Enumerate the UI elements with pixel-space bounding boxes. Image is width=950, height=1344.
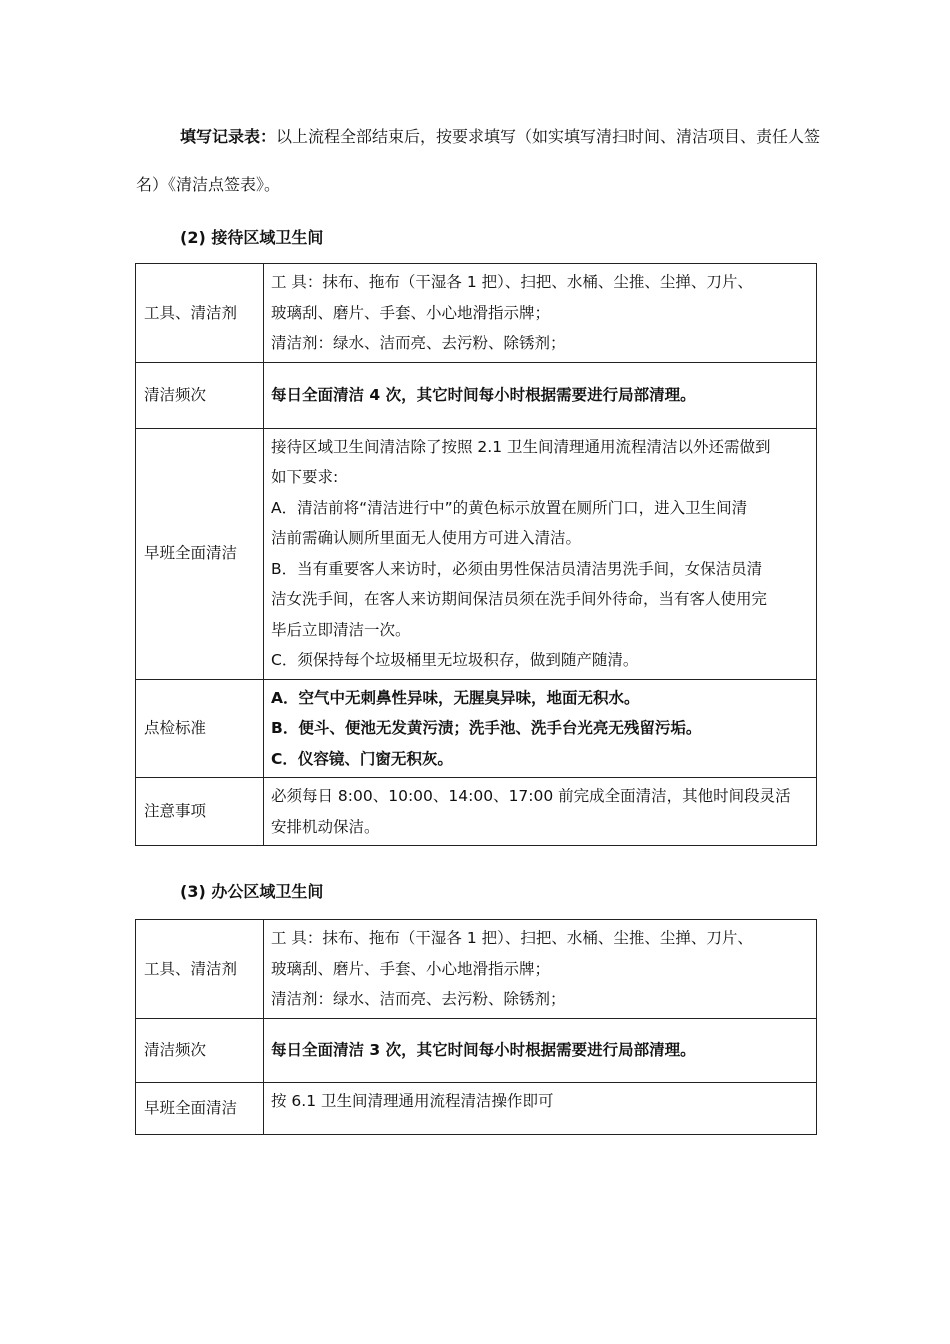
row-content	[264, 778, 817, 846]
row-content	[264, 920, 817, 1019]
content-line: 洁前需确认厕所里面无人使用方可进入清洁。	[271, 529, 582, 547]
row-content: 每日全面清洁 3 次，其它时间每小时根据需要进行局部清理。	[264, 1018, 817, 1082]
table-row	[136, 920, 817, 1019]
table-row	[136, 428, 817, 679]
content-line: 清洁剂：绿水、洁而亮、去污粉、除锈剂；	[271, 334, 566, 352]
row-label: 注意事项	[136, 778, 264, 846]
row-label: 早班全面清洁	[136, 428, 264, 679]
content-line: B．当有重要客人来访时，必须由男性保洁员清洁男洗手间，女保洁员清	[271, 559, 763, 578]
section-3-heading: (3) 办公区域卫生间	[180, 882, 324, 901]
content-line: A．清洁前将“清洁进行中”的黄色标示放置在厕所门口，进入卫生间清	[271, 498, 748, 517]
content-line: B．便斗、便池无发黄污渍；洗手池、洗手台光亮无残留污垢。	[271, 719, 702, 737]
row-label: 早班全面清洁	[136, 1082, 264, 1134]
section-2-heading: (2) 接待区域卫生间	[180, 228, 324, 247]
table-row	[136, 264, 817, 363]
content-line: A．空气中无刺鼻性异味，无腥臭异味，地面无积水。	[271, 688, 640, 707]
row-content: 按 6.1 卫生间清理通用流程清洁操作即可	[264, 1082, 817, 1134]
intro-text: 以上流程全部结束后，按要求填写（如实填写清扫时间、清洁项目、责任人签名）《清洁点签表》。	[136, 127, 821, 194]
row-content	[264, 679, 817, 778]
content-line: 安排机动保洁。	[271, 817, 380, 836]
row-content: 每日全面清洁 4 次，其它时间每小时根据需要进行局部清理。	[264, 362, 817, 428]
row-content	[264, 264, 817, 363]
section-3-table	[135, 919, 817, 1135]
content-line: 毕后立即清洁一次。	[271, 620, 411, 639]
table-row	[136, 362, 817, 428]
row-label: 工具、清洁剂	[136, 264, 264, 363]
content-line: 必须每日 8:00、10:00、14:00、17:00 前完成全面清洁，其他时间段灵活	[271, 787, 791, 805]
content-line: 工 具：抹布、拖布（干湿各 1 把）、扫把、水桶、尘推、尘掸、刀片、	[271, 273, 753, 291]
row-label: 工具、清洁剂	[136, 920, 264, 1019]
content-line: 玻璃刮、磨片、手套、小心地滑指示牌；	[271, 959, 551, 978]
table-row	[136, 778, 817, 846]
row-label: 点检标准	[136, 679, 264, 778]
content-line: 工 具：抹布、拖布（干湿各 1 把）、扫把、水桶、尘推、尘掸、刀片、	[271, 929, 753, 947]
content-line: C．须保持每个垃圾桶里无垃圾积存，做到随产随清。	[271, 651, 639, 669]
table-row	[136, 1018, 817, 1082]
content-line: C．仪容镜、门窗无积灰。	[271, 749, 453, 768]
row-content	[264, 428, 817, 679]
content-line: 接待区域卫生间清洁除了按照 2.1 卫生间清理通用流程清洁以外还需做到	[271, 437, 771, 456]
content-line: 如下要求:	[271, 468, 339, 486]
content-line: 洁女洗手间，在客人来访期间保洁员须在洗手间外待命，当有客人使用完	[271, 590, 768, 608]
table-row	[136, 1082, 817, 1134]
table-row	[136, 679, 817, 778]
row-label: 清洁频次	[136, 1018, 264, 1082]
intro-paragraph	[136, 113, 826, 209]
content-line: 清洁剂：绿水、洁而亮、去污粉、除锈剂；	[271, 990, 566, 1008]
intro-bold-label: 填写记录表：	[180, 127, 277, 146]
content-line: 玻璃刮、磨片、手套、小心地滑指示牌；	[271, 303, 551, 322]
row-label: 清洁频次	[136, 362, 264, 428]
section-2-table	[135, 263, 817, 846]
